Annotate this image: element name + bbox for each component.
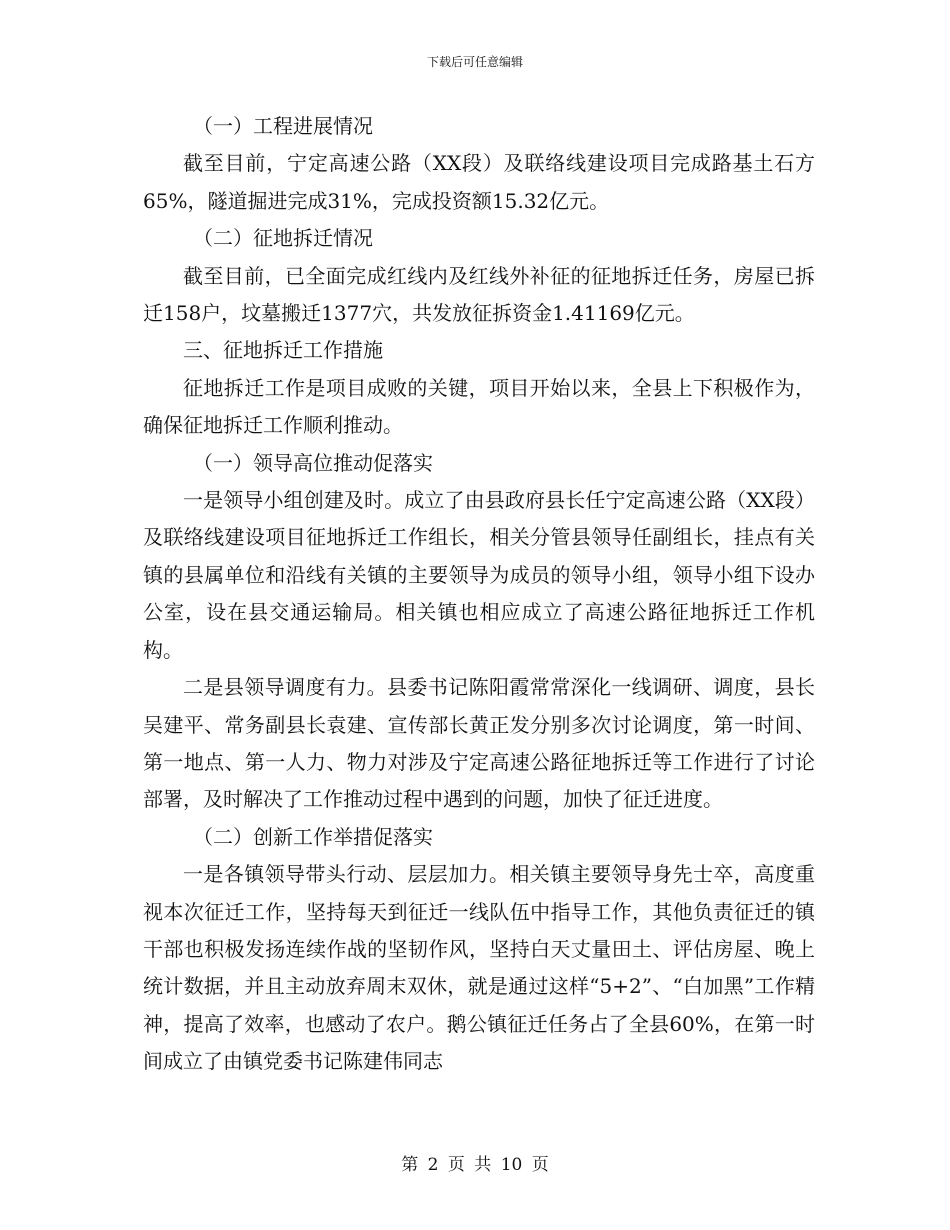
section-heading-measures: 三、征地拆迁工作措施 — [183, 338, 383, 363]
page-number-footer: 第 2 页 共 10 页 — [401, 1155, 549, 1175]
document-body — [143, 108, 815, 1081]
page-header-note: 下载后可任意编辑 — [426, 55, 523, 69]
paragraph-measures-intro: 征地拆迁工作是项目成败的关键，项目开始以来，全县上下积极作为，确保征地拆迁工作顺利推动。 — [143, 375, 815, 438]
section-heading-leadership: （一）领导高位推动促落实 — [193, 450, 433, 475]
paragraph-innovation: 一是各镇领导带头行动、层层加力。相关镇主要领导身先士卒，高度重视本次征迁工作，坚持每天到征迁一线队伍中指导工作，其他负责征迁的镇干部也积极发扬连续作战的坚韧作风，坚持白天丈量田土、评估房屋、晚上统计数据，并且主动放弃周末双休，就是通过这样“5+2”、“白加黑”工作精神，提高了效率，也感动了农户。鹅公镇征迁任务占了全县60%，在第一时间成立了由镇党委书记陈建伟同志 — [143, 862, 815, 1074]
paragraph-land-acquisition: 截至目前，已全面完成红线内及红线外补征的征地拆迁任务，房屋已拆迁158户，坟墓搬迁1377穴，共发放征拆资金1.41169亿元。 — [143, 263, 815, 326]
section-heading-innovation: （二）创新工作举措促落实 — [193, 824, 433, 849]
section-heading-land-acquisition: （二）征地拆迁情况 — [193, 226, 373, 251]
paragraph-project-progress: 截至目前，宁定高速公路（XX段）及联络线建设项目完成路基土石方65%，隧道掘进完成31%，完成投资额15.32亿元。 — [143, 151, 815, 213]
paragraph-leadership-group: 一是领导小组创建及时。成立了由县政府县长任宁定高速公路（XX段）及联络线建设项目征地拆迁工作组长，相关分管县领导任副组长，挂点有关镇的县属单位和沿线有关镇的主要领导为成员的领导小组，领导小组下设办公室，设在县交通运输局。相关镇也相应成立了高速公路征地拆迁工作机构。 — [143, 488, 815, 662]
paragraph-leadership-dispatch: 二是县领导调度有力。县委书记陈阳霞常常深化一线调研、调度，县长吴建平、常务副县长袁建、宣传部长黄正发分别多次讨论调度，第一时间、第一地点、第一人力、物力对涉及宁定高速公路征地拆迁等工作进行了讨论部署，及时解决了工作推动过程中遇到的问题，加快了征迁进度。 — [143, 675, 815, 812]
section-heading-project-progress: （一）工程进展情况 — [193, 114, 373, 138]
